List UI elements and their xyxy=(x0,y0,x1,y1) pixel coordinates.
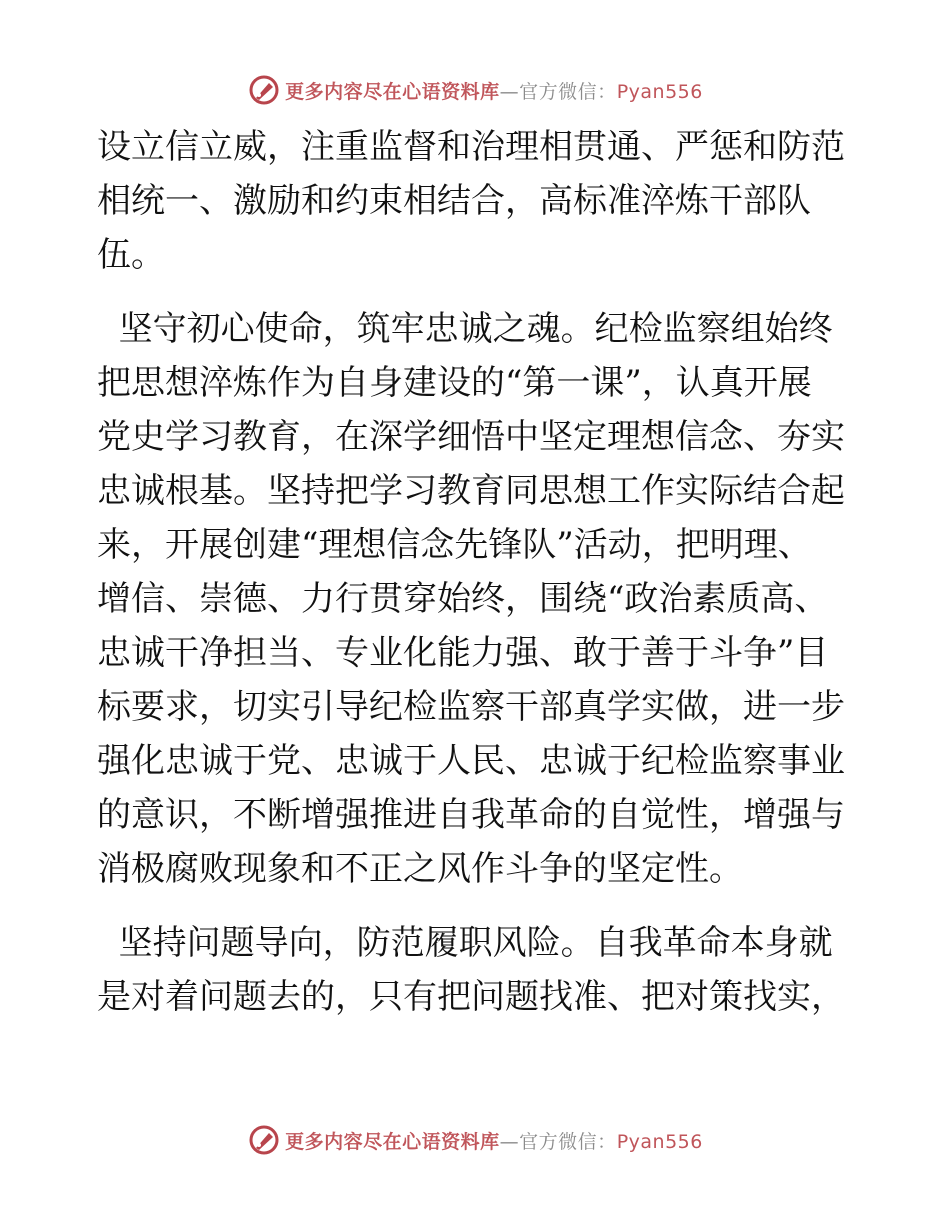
pen-nib-logo-icon xyxy=(247,1123,281,1157)
paragraph xyxy=(97,916,857,1024)
watermark-wechat-handle: Pyan556 xyxy=(616,80,703,103)
text-line: 强化忠诚于党、忠诚于人民、忠诚于纪检监察事业 xyxy=(97,741,845,781)
text-line: 是对着问题去的，只有把问题找准、把对策找实， xyxy=(97,977,845,1017)
watermark-text xyxy=(285,77,703,104)
paragraph xyxy=(97,120,857,282)
text-line: 坚守初心使命，筑牢忠诚之魂。纪检监察组始终 xyxy=(97,309,833,349)
header-watermark-banner xyxy=(0,70,950,110)
text-line: 党史学习教育，在深学细悟中坚定理想信念、夯实 xyxy=(97,417,845,457)
pen-nib-logo-icon xyxy=(247,73,281,107)
text-line: 忠诚干净担当、专业化能力强、敢于善于斗争”目 xyxy=(97,633,829,673)
text-line: 把思想淬炼作为自身建设的“第一课”，认真开展 xyxy=(97,363,812,403)
watermark-wechat-label: —官方微信： xyxy=(499,80,617,103)
text-line: 坚持问题导向，防范履职风险。自我革命本身就 xyxy=(97,923,833,963)
watermark-wechat-label: —官方微信： xyxy=(499,1130,617,1153)
paragraph xyxy=(97,302,857,896)
text-line: 伍。 xyxy=(97,235,165,275)
watermark-text xyxy=(285,1127,703,1154)
text-line: 消极腐败现象和不正之风作斗争的坚定性。 xyxy=(97,849,743,889)
text-line: 设立信立威，注重监督和治理相贯通、严惩和防范 xyxy=(97,127,845,167)
text-line: 增信、崇德、力行贯穿始终，围绕“政治素质高、 xyxy=(97,579,829,619)
text-line: 标要求，切实引导纪检监察干部真学实做，进一步 xyxy=(97,687,845,727)
text-line: 忠诚根基。坚持把学习教育同思想工作实际结合起 xyxy=(97,471,845,511)
watermark-site-name: 更多内容尽在心语资料库 xyxy=(285,80,500,103)
text-line: 相统一、激励和约束相结合，高标准淬炼干部队 xyxy=(97,181,811,221)
watermark-site-name: 更多内容尽在心语资料库 xyxy=(285,1130,500,1153)
watermark-wechat-handle: Pyan556 xyxy=(616,1130,703,1153)
document-body xyxy=(97,120,857,1024)
text-line: 来，开展创建“理想信念先锋队”活动，把明理、 xyxy=(97,525,812,565)
footer-watermark-banner xyxy=(0,1120,950,1160)
text-line: 的意识，不断增强推进自我革命的自觉性，增强与 xyxy=(97,795,845,835)
